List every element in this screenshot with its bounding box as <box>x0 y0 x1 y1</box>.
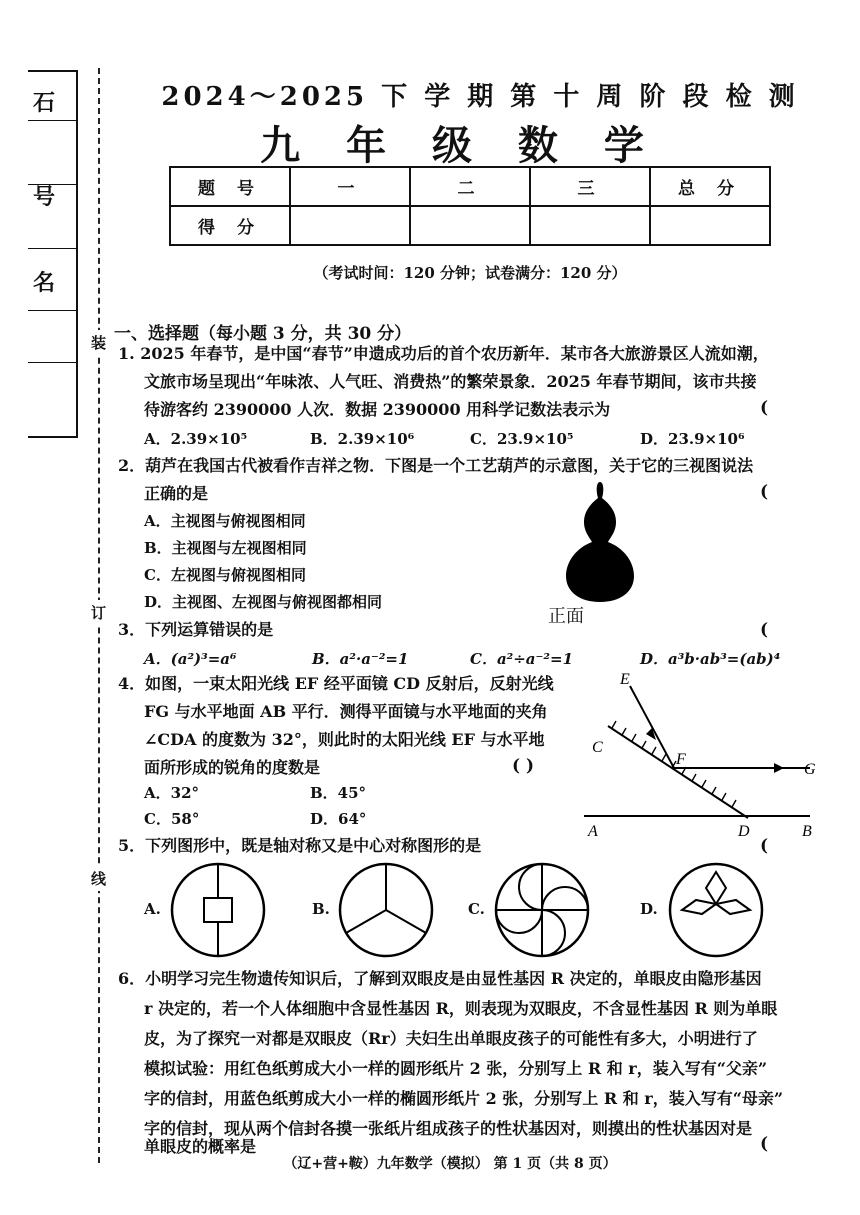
label-g: G <box>804 761 816 778</box>
q2-option-c: C．左视图与俯视图相同 <box>144 566 306 584</box>
gourd-front-label: 正面 <box>548 606 584 627</box>
q3-option-d: D．a³b·ab³=(ab)⁴ <box>640 650 781 668</box>
score-header-2: 二 <box>410 167 530 206</box>
q6-line-5: 字的信封，用蓝色纸剪成大小一样的椭圆形纸片 2 张，分别写上 R 和 r，装入写有“母亲” <box>144 1089 784 1108</box>
binding-char-ding: 订 <box>91 600 106 625</box>
q6-line-6: 字的信封，现从两个信封各摸一张纸片组成孩子的性状基因对，则摸出的性状基因对是 <box>144 1119 753 1138</box>
q4-line-4: 面所形成的锐角的度数是 <box>144 758 321 777</box>
margin-char-3: 名 <box>33 270 56 296</box>
q3-answer-paren[interactable]: ( <box>760 620 769 640</box>
q2-option-d: D．主视图、左视图与俯视图都相同 <box>144 593 383 611</box>
q2-answer-paren[interactable]: ( <box>760 482 769 502</box>
q4-option-b: B．45° <box>310 784 367 802</box>
q3-option-b: B．a²·a⁻²=1 <box>312 650 409 668</box>
q2-line-2: 正确的是 <box>144 484 209 503</box>
q4-option-c: C．58° <box>144 810 200 828</box>
binding-char-zhuang: 装 <box>91 330 106 355</box>
q6-line-4: 模拟试验：用红色纸剪成大小一样的圆形纸片 2 张，分别写上 R 和 r，装入写有“父亲” <box>144 1059 768 1078</box>
q5-figure-b <box>336 860 436 960</box>
score-header-label: 题 号 <box>170 167 290 206</box>
q4-answer-paren[interactable]: ( ) <box>512 756 535 776</box>
q1-line-2: 文旅市场呈现出“年味浓、人气旺、消费热”的繁荣景象．2025 年春节期间，该市共接 <box>144 372 757 391</box>
q5-figure-a <box>168 860 268 960</box>
q1-answer-paren[interactable]: ( <box>760 398 769 418</box>
q1-option-b: B．2.39×10⁶ <box>310 430 415 448</box>
q3-option-a: A．(a²)³=a⁶ <box>144 650 237 668</box>
label-a: A <box>588 823 598 840</box>
q6-line-2: r 决定的，若一个人体细胞中含显性基因 R，则表现为双眼皮，不含显性基因 R 则为单眼 <box>144 999 778 1018</box>
q4-option-d: D．64° <box>310 810 367 828</box>
label-e: E <box>620 671 630 688</box>
q6-line-7: 单眼皮的概率是 <box>144 1137 257 1156</box>
score-table <box>169 166 771 246</box>
q1-option-d: D．23.9×10⁶ <box>640 430 745 448</box>
q5-figure-d <box>666 860 766 960</box>
section-title: 一、选择题（每小题 3 分，共 30 分） <box>114 324 412 344</box>
page-footer: （辽+营+鞍）九年数学（模拟） 第 1 页（共 8 页） <box>283 1156 617 1172</box>
exam-title: 2024～2025 下 学 期 第 十 周 阶 段 检 测 <box>161 82 799 112</box>
q6-line-3: 皮，为了探究一对都是双眼皮（Rr）夫妇生出单眼皮孩子的可能性有多大，小明进行了 <box>144 1029 758 1048</box>
score-cell[interactable] <box>530 206 650 245</box>
q4-option-a: A．32° <box>144 784 200 802</box>
q1-option-c: C．23.9×10⁵ <box>470 430 574 448</box>
q6-answer-paren[interactable]: ( <box>760 1134 769 1154</box>
score-cell[interactable] <box>290 206 410 245</box>
score-cell[interactable] <box>650 206 770 245</box>
q4-line-3: ∠CDA 的度数为 32°，则此时的太阳光线 EF 与水平地 <box>144 730 545 749</box>
q2-option-a: A．主视图与俯视图相同 <box>144 512 306 530</box>
q5-label-b: B. <box>312 900 330 918</box>
score-cell[interactable] <box>410 206 530 245</box>
margin-char-1: 石 <box>33 90 56 116</box>
label-c: C <box>592 739 603 756</box>
score-header-1: 一 <box>290 167 410 206</box>
q5-figure-c <box>492 860 592 960</box>
q2-line-1: 2．葫芦在我国古代被看作吉祥之物．下图是一个工艺葫芦的示意图，关于它的三视图说法 <box>118 456 754 475</box>
q5-label-a: A. <box>144 900 161 918</box>
q2-option-b: B．主视图与左视图相同 <box>144 539 307 557</box>
q4-line-1: 4．如图，一束太阳光线 EF 经平面镜 CD 反射后，反射光线 <box>118 674 554 693</box>
q3-option-c: C．a²÷a⁻²=1 <box>470 650 574 668</box>
q6-line-1: 6．小明学习完生物遗传知识后，了解到双眼皮是由显性基因 R 决定的，单眼皮由隐形基因 <box>118 969 762 988</box>
gourd-figure <box>560 478 640 608</box>
margin-char-2: 号 <box>33 184 56 210</box>
q1-line-1: 1. 2025 年春节，是中国“春节”申遗成功后的首个农历新年．某市各大旅游景区人流如潮， <box>118 344 769 363</box>
score-row-label: 得 分 <box>170 206 290 245</box>
mirror-figure <box>578 668 818 840</box>
q5-answer-paren[interactable]: ( <box>760 836 769 856</box>
label-d: D <box>738 823 750 840</box>
q5-label-c: C. <box>468 900 485 918</box>
label-f: F <box>676 751 686 768</box>
binding-char-xian: 线 <box>91 866 106 891</box>
q1-line-3: 待游客约 2390000 人次．数据 2390000 用科学记数法表示为 <box>144 400 611 419</box>
q5-line: 5．下列图形中，既是轴对称又是中心对称图形的是 <box>118 836 482 855</box>
q4-line-2: FG 与水平地面 AB 平行．测得平面镜与水平地面的夹角 <box>144 702 548 721</box>
exam-note: （考试时间：120 分钟；试卷满分：120 分） <box>313 264 627 282</box>
score-header-3: 三 <box>530 167 650 206</box>
label-b: B <box>802 823 812 840</box>
q5-label-d: D. <box>640 900 658 918</box>
q3-line: 3．下列运算错误的是 <box>118 620 274 639</box>
subject-title: 九 年 级 数 学 <box>260 122 660 169</box>
score-header-total: 总 分 <box>650 167 770 206</box>
q1-option-a: A．2.39×10⁵ <box>144 430 248 448</box>
